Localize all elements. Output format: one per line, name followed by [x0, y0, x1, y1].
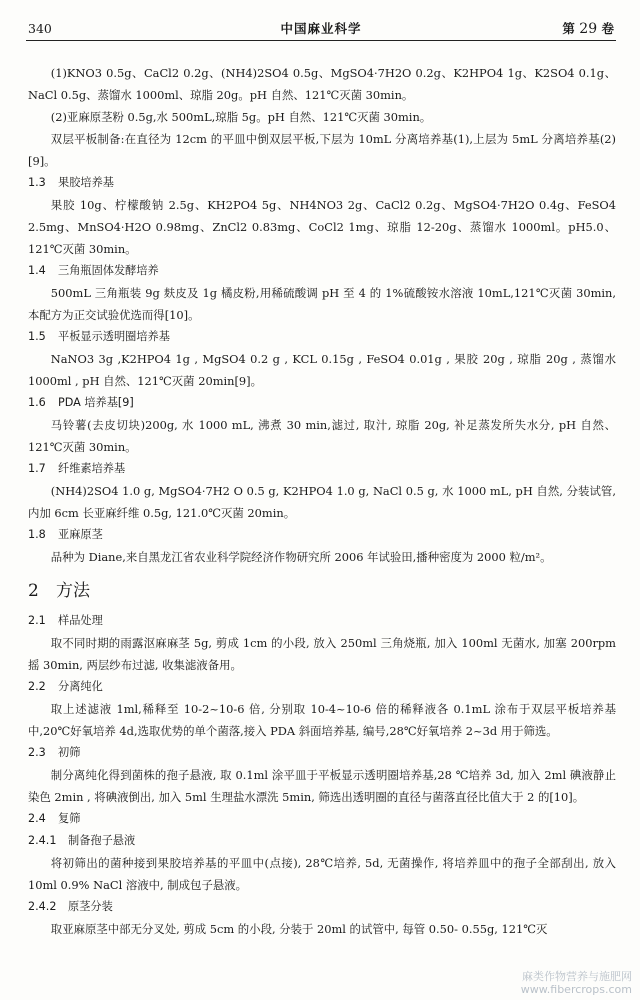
section-number: 1.5: [28, 330, 46, 343]
pectin-medium-paragraph: 果胶 10g、柠檬酸钠 2.5g、KH2PO4 5g、NH4NO3 2g、CaCl2 0.2g、MgSO4·7H2O 0.4g、FeSO4 2.5mg、MnSO4·H2O 0.98mg、ZnCl2 0.83mg、CoCl2 1mg、琼脂 12-20g、蒸馏水 1000ml。pH5.0、121℃灭菌 30min。: [28, 198, 616, 256]
header-rule: [26, 40, 616, 41]
clear-zone-medium-paragraph: NaNO3 3g ,K2HPO4 1g , MgSO4 0.2 g , KCL 0.15g , FeSO4 0.01g , 果胶 20g , 琼脂 20g , 蒸馏水 1000ml , pH 自然、121℃灭菌 20min[9]。: [28, 352, 616, 388]
section-heading-2-4-1: [28, 830, 616, 852]
volume-suffix: 卷: [601, 21, 614, 36]
section-number: 2: [28, 581, 39, 601]
recipe-paragraph-1: (1)KNO3 0.5g、CaCl2 0.2g、(NH4)2SO4 0.5g、MgSO4·7H2O 0.2g、K2HPO4 1g、K2SO4 0.1g、NaCl 0.5g、蒸馏水 1000ml、琼脂 20g。pH 自然、121℃灭菌 30min。: [28, 66, 616, 102]
section-title: 分离纯化: [58, 680, 103, 693]
section-title: 制备孢子悬液: [68, 834, 136, 847]
section-number: 1.7: [28, 462, 46, 475]
section-number: 2.3: [28, 746, 46, 759]
watermark: [521, 970, 632, 996]
volume-prefix: 第: [562, 21, 575, 36]
section-heading-1-6: [28, 392, 616, 414]
section-heading-2: [28, 574, 616, 608]
cellulose-medium-paragraph: (NH4)2SO4 1.0 g, MgSO4·7H2 O 0.5 g, K2HPO4 1.0 g, NaCl 0.5 g, 水 1000 mL, pH 自然, 分装试管, 内加 6cm 长亚麻纤维 0.5g, 121.0℃灭菌 20min。: [28, 484, 616, 520]
section-heading-1-4: [28, 260, 616, 282]
section-title: 纤维素培养基: [58, 462, 126, 475]
page-header: [28, 20, 614, 38]
section-title: 初筛: [58, 746, 81, 759]
flax-stem-paragraph: 品种为 Diane,来自黑龙江省农业科学院经济作物研究所 2006 年试验田,播种密度为 2000 粒/m²。: [50, 550, 552, 564]
section-number: 2.1: [28, 614, 46, 627]
section-heading-1-5: [28, 326, 616, 348]
recipe-paragraph-2: (2)亚麻原茎粉 0.5g,水 500mL,琼脂 5g。pH 自然、121℃灭菌 30min。: [50, 110, 432, 124]
section-title: 样品处理: [58, 614, 103, 627]
section-heading-2-4-2: [28, 896, 616, 918]
section-number: 2.2: [28, 680, 46, 693]
section-title: 复筛: [58, 812, 81, 825]
section-heading-2-3: [28, 742, 616, 764]
section-number: 1.6: [28, 396, 46, 409]
watermark-site-name: 麻类作物营养与施肥网: [522, 970, 632, 983]
section-title: 三角瓶固体发酵培养: [58, 264, 159, 277]
section-title: 果胶培养基: [58, 176, 114, 189]
section-title: PDA 培养基[9]: [58, 396, 134, 409]
watermark-url: www.fibercrops.com: [520, 983, 632, 996]
sample-treatment-paragraph: 取不同时期的雨露沤麻麻茎 5g, 剪成 1cm 的小段, 放入 250ml 三角烧瓶, 加入 100ml 无菌水, 加塞 200rpm 摇 30min, 两层纱布过滤, 收集滤液备用。: [28, 636, 616, 672]
section-number: 1.3: [28, 176, 46, 189]
section-number: 2.4.2: [28, 900, 57, 913]
section-title: 亚麻原茎: [58, 528, 103, 541]
section-number: 1.4: [28, 264, 46, 277]
section-heading-1-7: [28, 458, 616, 480]
section-heading-2-1: [28, 610, 616, 632]
isolation-paragraph: 取上述滤液 1ml,稀释至 10-2~10-6 倍, 分别取 10-4~10-6 倍的稀释液各 0.1mL 涂布于双层平板培养基中,20℃好氧培养 4d,选取优势的单个菌落,接入 PDA 斜面培养基, 编号,28℃好氧培养 2~3d 用于筛选。: [28, 702, 616, 738]
double-plate-paragraph: 双层平板制备:在直径为 12cm 的平皿中倒双层平板,下层为 10mL 分离培养基(1),上层为 5mL 分离培养基(2)[9]。: [28, 132, 616, 168]
section-heading-1-3: [28, 172, 616, 194]
section-heading-1-8: [28, 524, 616, 546]
fermentation-paragraph: 500mL 三角瓶装 9g 麸皮及 1g 橘皮粉,用稀硫酸调 pH 至 4 的 1%硫酸铵水溶液 10mL,121℃灭菌 30min,本配方为正交试验优选而得[10]。: [28, 286, 616, 322]
section-heading-2-2: [28, 676, 616, 698]
journal-title: 中国麻业科学: [280, 21, 362, 36]
article-body: [28, 62, 616, 940]
stem-dispensing-paragraph: 取亚麻原茎中部无分叉处, 剪成 5cm 的小段, 分装于 20ml 的试管中, 每管 0.50- 0.55g, 121℃灭: [50, 922, 548, 936]
page-number: 340: [28, 21, 52, 36]
section-number: 2.4.1: [28, 834, 57, 847]
primary-screening-paragraph: 制分离纯化得到菌株的孢子悬液, 取 0.1ml 涂平皿于平板显示透明圈培养基,28 ℃培养 3d, 加入 2ml 碘液静止染色 2min , 将碘液倒出, 加入 5ml 生理盐水漂洗 5min, 筛选出透明圈的直径与菌落直径比值大于 2 的[10]。: [28, 768, 616, 804]
volume-number: 29: [579, 21, 598, 37]
section-number: 2.4: [28, 812, 46, 825]
section-number: 1.8: [28, 528, 46, 541]
section-title: 方法: [56, 581, 90, 601]
volume-label: [562, 20, 614, 38]
spore-suspension-paragraph: 将初筛出的菌种接到果胶培养基的平皿中(点接), 28℃培养, 5d, 无菌操作, 将培养皿中的孢子全部刮出, 放入 10ml 0.9% NaCl 溶液中, 制成包子悬液。: [28, 856, 616, 892]
pda-medium-paragraph: 马铃薯(去皮切块)200g, 水 1000 mL, 沸煮 30 min,滤过, 取汁, 琼脂 20g, 补足蒸发所失水分, pH 自然、121℃灭菌 30min。: [28, 418, 616, 454]
section-title: 平板显示透明圈培养基: [58, 330, 170, 343]
section-title: 原茎分装: [68, 900, 113, 913]
section-heading-2-4: [28, 808, 616, 830]
